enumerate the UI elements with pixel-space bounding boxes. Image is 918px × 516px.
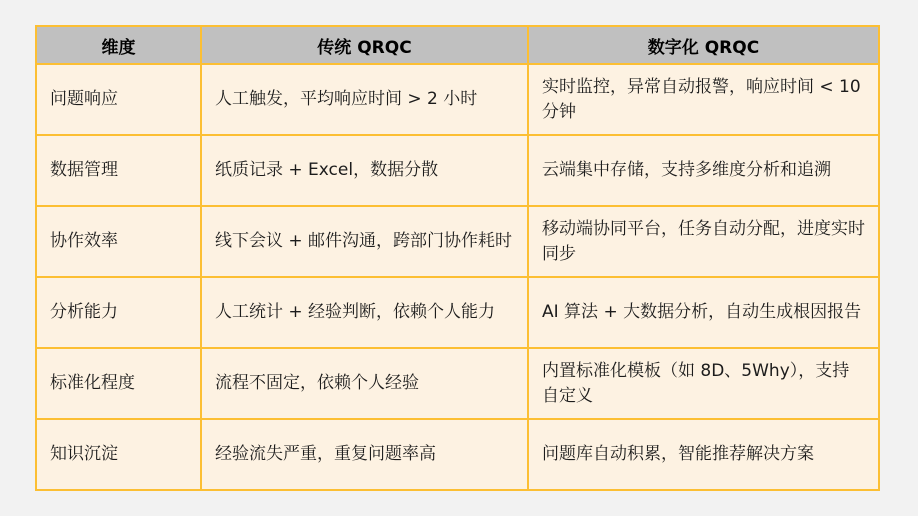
header-row: [36, 26, 879, 64]
table-row: [36, 348, 879, 419]
table-row: [36, 419, 879, 490]
dimension-cell: 问题响应: [36, 64, 201, 135]
digital-cell: 问题库自动积累，智能推荐解决方案: [528, 419, 879, 490]
traditional-cell: 流程不固定，依赖个人经验: [201, 348, 528, 419]
traditional-cell: 线下会议 + 邮件沟通，跨部门协作耗时: [201, 206, 528, 277]
digital-cell: AI 算法 + 大数据分析，自动生成根因报告: [528, 277, 879, 348]
digital-cell: 内置标准化模板（如 8D、5Why），支持自定义: [528, 348, 879, 419]
digital-cell: 云端集中存储，支持多维度分析和追溯: [528, 135, 879, 206]
dimension-cell: 数据管理: [36, 135, 201, 206]
traditional-cell: 纸质记录 + Excel，数据分散: [201, 135, 528, 206]
dimension-cell: 知识沉淀: [36, 419, 201, 490]
header-digital-qrqc: 数字化 QRQC: [528, 26, 879, 64]
qrqc-comparison-table: [35, 25, 880, 491]
table-row: [36, 135, 879, 206]
header-dimension: 维度: [36, 26, 201, 64]
header-traditional-qrqc: 传统 QRQC: [201, 26, 528, 64]
traditional-cell: 经验流失严重，重复问题率高: [201, 419, 528, 490]
qrqc-comparison-table-container: [35, 25, 878, 491]
traditional-cell: 人工统计 + 经验判断，依赖个人能力: [201, 277, 528, 348]
table-row: [36, 277, 879, 348]
dimension-cell: 标准化程度: [36, 348, 201, 419]
traditional-cell: 人工触发，平均响应时间 > 2 小时: [201, 64, 528, 135]
table-row: [36, 64, 879, 135]
digital-cell: 实时监控，异常自动报警，响应时间 < 10 分钟: [528, 64, 879, 135]
dimension-cell: 分析能力: [36, 277, 201, 348]
digital-cell: 移动端协同平台，任务自动分配，进度实时同步: [528, 206, 879, 277]
table-row: [36, 206, 879, 277]
dimension-cell: 协作效率: [36, 206, 201, 277]
